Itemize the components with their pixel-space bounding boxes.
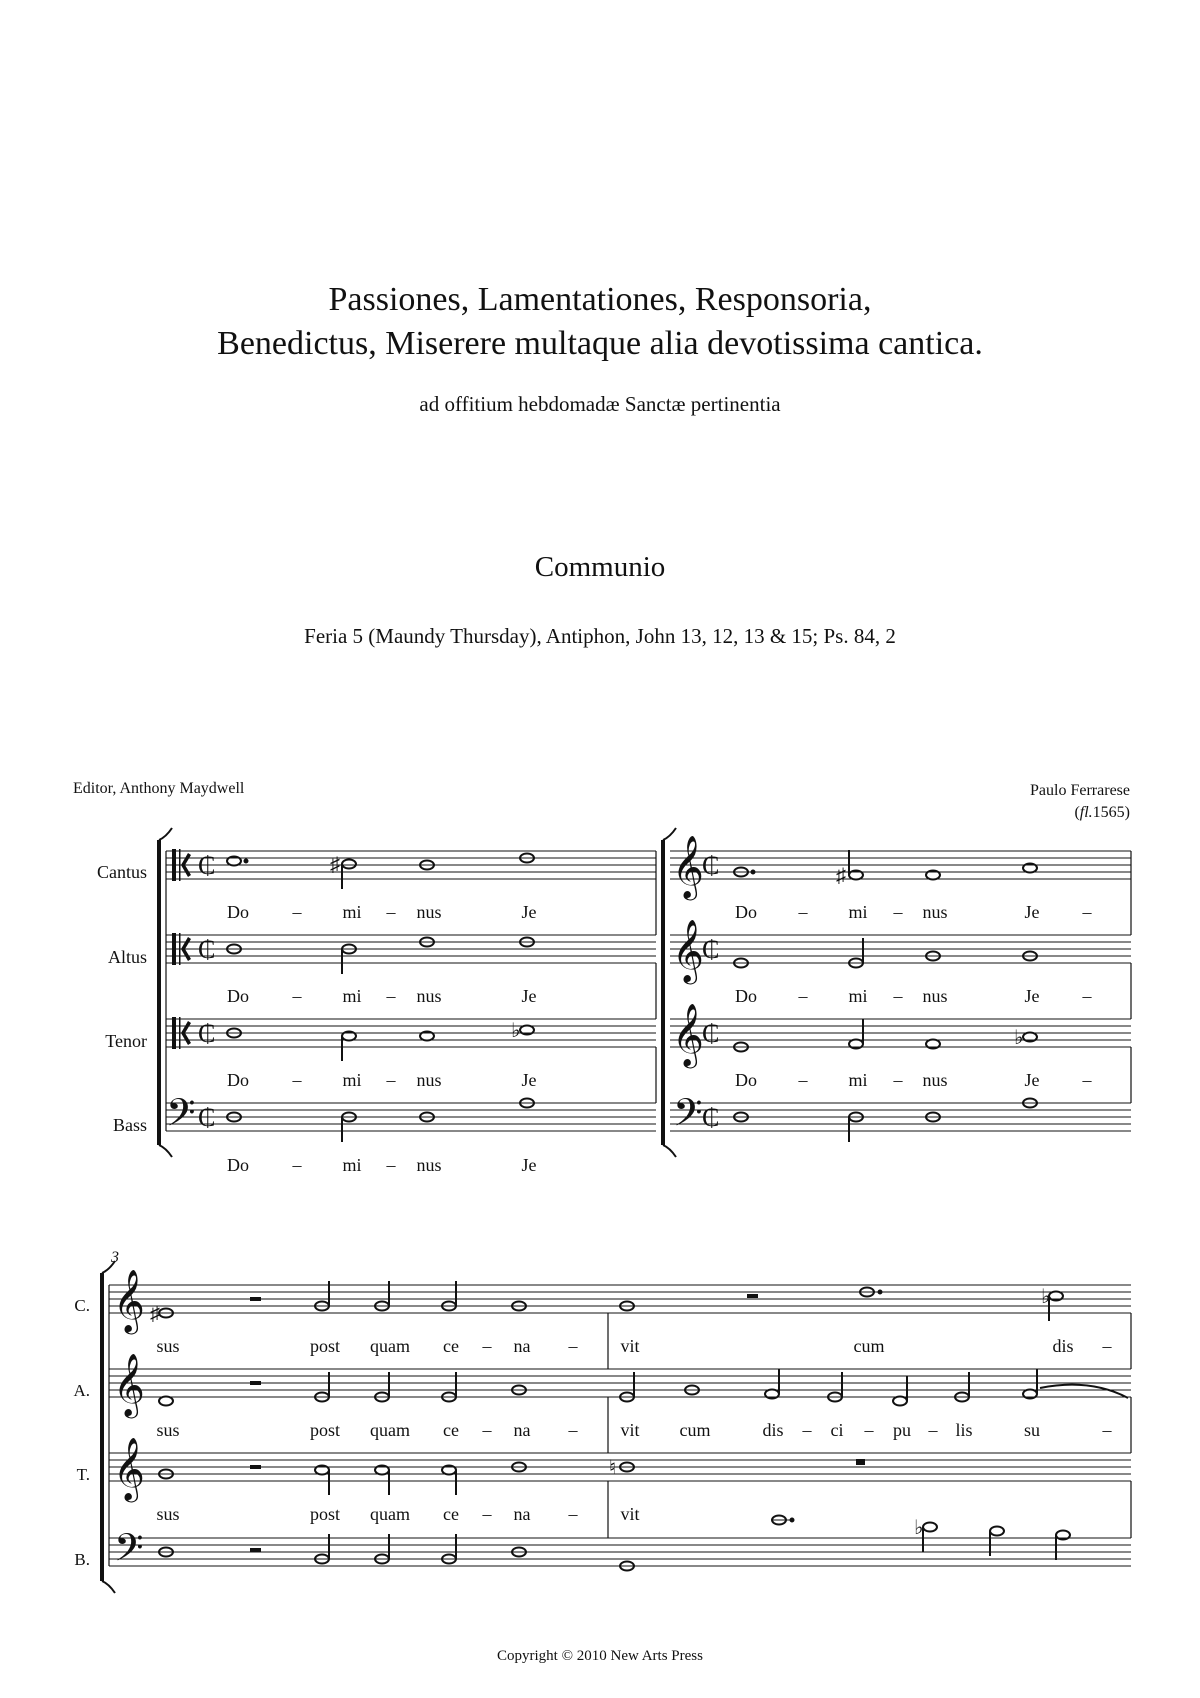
syllable: nus <box>922 902 948 922</box>
staff-bass-incipit <box>166 1103 656 1131</box>
staff-bass-system-2 <box>109 1538 1131 1566</box>
syllable: post <box>309 1504 341 1524</box>
hyphen: – <box>482 1504 492 1524</box>
rest <box>250 1465 261 1469</box>
syllable: nus <box>922 986 948 1006</box>
hyphen: – <box>928 1420 938 1440</box>
hyphen: – <box>1082 902 1092 922</box>
rest <box>250 1381 261 1385</box>
lyrics-altus-incipit <box>227 986 537 1006</box>
hyphen: – <box>1102 1336 1112 1356</box>
hyphen: – <box>893 902 903 922</box>
cut-time-icon: ₵ <box>198 851 216 880</box>
voice-abbr-altus: A. <box>73 1381 90 1400</box>
syllable: Do <box>735 986 757 1006</box>
lyrics-cantus-incipit <box>227 902 537 922</box>
measure-number: 3 <box>111 1249 119 1266</box>
syllable: quam <box>370 1336 410 1356</box>
syllable: na <box>513 1336 531 1356</box>
syllable: Je <box>521 986 537 1006</box>
syllable: Je <box>521 1070 537 1090</box>
lyrics-tenor-modern <box>735 1070 1093 1090</box>
hyphen: – <box>893 986 903 1006</box>
cut-time-icon: ₵ <box>702 1103 720 1132</box>
hyphen: – <box>386 1155 396 1175</box>
hyphen: – <box>568 1420 578 1440</box>
editor-credit: Editor, Anthony Maydwell <box>73 780 245 797</box>
sharp-icon: ♯ <box>836 865 846 887</box>
natural-icon: ♮ <box>609 1457 617 1479</box>
syllable: cum <box>679 1420 711 1440</box>
syllable: mi <box>848 986 868 1006</box>
dot <box>791 1519 794 1522</box>
syllable: nus <box>416 902 442 922</box>
staff-bass-modern <box>670 1103 1131 1131</box>
note <box>923 1523 937 1532</box>
note <box>159 1397 173 1406</box>
hyphen: – <box>1082 986 1092 1006</box>
accidentals-system-2 <box>150 1286 1050 1539</box>
voice-label-bass: Bass <box>112 1115 147 1135</box>
syllable: nus <box>416 986 442 1006</box>
cut-time-icon: ₵ <box>198 1019 216 1048</box>
syllable: Do <box>735 1070 757 1090</box>
cut-time-icon: ₵ <box>702 935 720 964</box>
hyphen: – <box>568 1336 578 1356</box>
hyphen: – <box>292 1070 302 1090</box>
syllable: dis <box>1052 1336 1074 1356</box>
hyphen: – <box>893 1070 903 1090</box>
syllable: ce <box>443 1420 459 1440</box>
dot <box>245 860 248 863</box>
voice-label-altus: Altus <box>107 947 147 967</box>
rest <box>250 1548 261 1552</box>
hyphen: – <box>292 902 302 922</box>
piece-title: Communio <box>534 551 666 583</box>
hyphen: – <box>482 1336 492 1356</box>
collection-subtitle: ad offitium hebdomadæ Sanctæ pertinentia <box>419 392 781 416</box>
flat-icon: ♭ <box>1041 1286 1051 1308</box>
syllable: Do <box>735 902 757 922</box>
syllable: nus <box>922 1070 948 1090</box>
dot <box>752 871 755 874</box>
lyrics-bass-incipit <box>227 1155 537 1175</box>
staff-altus-system-2 <box>109 1369 1131 1397</box>
syllable: mi <box>848 1070 868 1090</box>
lyrics-cantus-system-2 <box>156 1336 1112 1356</box>
cut-time-icon: ₵ <box>702 1019 720 1048</box>
syllable: Je <box>1024 1070 1040 1090</box>
composer-dates-year: 1565 <box>1092 804 1125 821</box>
treble-clef-8vb-icon: 𝄞 <box>113 1439 145 1499</box>
syllable: Je <box>521 902 537 922</box>
syllable: pu <box>893 1420 911 1440</box>
flat-icon: ♭ <box>914 1517 924 1539</box>
cut-time-icon: ₵ <box>198 935 216 964</box>
syllable: nus <box>416 1070 442 1090</box>
syllable: mi <box>342 986 362 1006</box>
hyphen: – <box>802 1420 812 1440</box>
syllable: dis <box>762 1420 784 1440</box>
syllable: Do <box>227 1155 249 1175</box>
composer-name: Paulo Ferrarese <box>1030 782 1130 799</box>
lyrics-cantus-modern <box>735 902 1093 922</box>
hyphen: – <box>292 986 302 1006</box>
staff-tenor-incipit <box>166 1019 656 1047</box>
treble-clef-icon: 𝄞 <box>672 837 704 897</box>
syllable: mi <box>342 902 362 922</box>
sharp-icon: ♯ <box>330 854 340 876</box>
rest <box>250 1297 261 1301</box>
syllable: post <box>309 1420 341 1440</box>
sharp-icon: ♯ <box>150 1303 160 1325</box>
syllable: vit <box>620 1336 640 1356</box>
syllable: Do <box>227 902 249 922</box>
hyphen: – <box>798 986 808 1006</box>
syllable: Je <box>1024 986 1040 1006</box>
syllable: sus <box>156 1336 180 1356</box>
syllable: vit <box>620 1504 640 1524</box>
syllable: vit <box>620 1420 640 1440</box>
hyphen: – <box>568 1504 578 1524</box>
syllable: quam <box>370 1420 410 1440</box>
treble-clef-icon: 𝄞 <box>113 1355 145 1415</box>
voice-abbr-tenor: T. <box>76 1465 90 1484</box>
note <box>342 860 356 869</box>
syllable: quam <box>370 1504 410 1524</box>
syllable: Je <box>521 1155 537 1175</box>
syllable: na <box>513 1420 531 1440</box>
syllable: mi <box>848 902 868 922</box>
syllable: mi <box>342 1070 362 1090</box>
lyrics-tenor-system-2 <box>156 1504 639 1524</box>
syllable: mi <box>342 1155 362 1175</box>
hyphen: – <box>386 1070 396 1090</box>
rest <box>747 1294 758 1298</box>
voice-label-cantus: Cantus <box>96 862 147 882</box>
syllable: na <box>513 1504 531 1524</box>
staff-cantus-system-2 <box>109 1285 1131 1313</box>
bass-clef-icon: 𝄢 <box>166 1092 196 1143</box>
cut-time-icon: ₵ <box>702 851 720 880</box>
time-signatures-system-1 <box>198 851 719 1132</box>
bass-clef-icon: 𝄢 <box>114 1527 144 1578</box>
voice-abbr-bass: B. <box>74 1550 90 1569</box>
syllable: ci <box>830 1420 844 1440</box>
collection-title-line-1: Passiones, Lamentationes, Responsoria, <box>328 281 872 318</box>
flat-icon: ♭ <box>511 1020 521 1042</box>
syllable: nus <box>416 1155 442 1175</box>
tie <box>1040 1385 1128 1398</box>
syllable: Je <box>1024 902 1040 922</box>
collection-title-line-2: Benedictus, Miserere multaque alia devotissima cantica. <box>217 325 983 362</box>
syllable: cum <box>853 1336 885 1356</box>
hyphen: – <box>482 1420 492 1440</box>
syllable: ce <box>443 1336 459 1356</box>
lyrics-altus-modern <box>735 986 1093 1006</box>
syllable: su <box>1023 1420 1041 1440</box>
syllable: post <box>309 1336 341 1356</box>
voice-abbr-cantus: C. <box>74 1296 90 1315</box>
lyrics <box>156 902 1112 1524</box>
hyphen: – <box>798 902 808 922</box>
hyphen: – <box>864 1420 874 1440</box>
syllable: lis <box>955 1420 973 1440</box>
composer-dates: (fl.1565) <box>1074 804 1130 821</box>
syllable: sus <box>156 1420 180 1440</box>
composer-dates-prefix: fl. <box>1079 804 1093 821</box>
rest <box>856 1459 865 1465</box>
system-2 <box>102 1261 1131 1593</box>
hyphen: – <box>386 902 396 922</box>
syllable: Do <box>227 1070 249 1090</box>
cut-time-icon: ₵ <box>198 1103 216 1132</box>
note <box>893 1397 907 1406</box>
note <box>990 1527 1004 1536</box>
dot <box>879 1291 882 1294</box>
syllable: ce <box>443 1504 459 1524</box>
treble-clef-icon: 𝄞 <box>113 1271 145 1331</box>
hyphen: – <box>1102 1420 1112 1440</box>
system-1 <box>159 828 1131 1157</box>
treble-clef-icon: 𝄞 <box>672 921 704 981</box>
copyright-notice: Copyright © 2010 New Arts Press <box>497 1648 703 1664</box>
lyrics-altus-system-2 <box>156 1420 1112 1440</box>
piece-occasion: Feria 5 (Maundy Thursday), Antiphon, John 13, 12, 13 & 15; Ps. 84, 2 <box>304 624 896 648</box>
syllable: Do <box>227 986 249 1006</box>
hyphen: – <box>292 1155 302 1175</box>
hyphen: – <box>1082 1070 1092 1090</box>
hyphen: – <box>798 1070 808 1090</box>
syllable: sus <box>156 1504 180 1524</box>
lyrics-tenor-incipit <box>227 1070 537 1090</box>
staff-cantus-modern <box>670 851 1131 879</box>
flat-icon: ♭ <box>1014 1027 1024 1049</box>
notes-system-2 <box>159 1281 1128 1571</box>
hyphen: – <box>386 986 396 1006</box>
bass-clef-icon: 𝄢 <box>673 1092 703 1143</box>
voice-label-tenor: Tenor <box>105 1031 147 1051</box>
staff-altus-incipit <box>166 935 656 963</box>
treble-clef-8vb-icon: 𝄞 <box>672 1005 704 1065</box>
